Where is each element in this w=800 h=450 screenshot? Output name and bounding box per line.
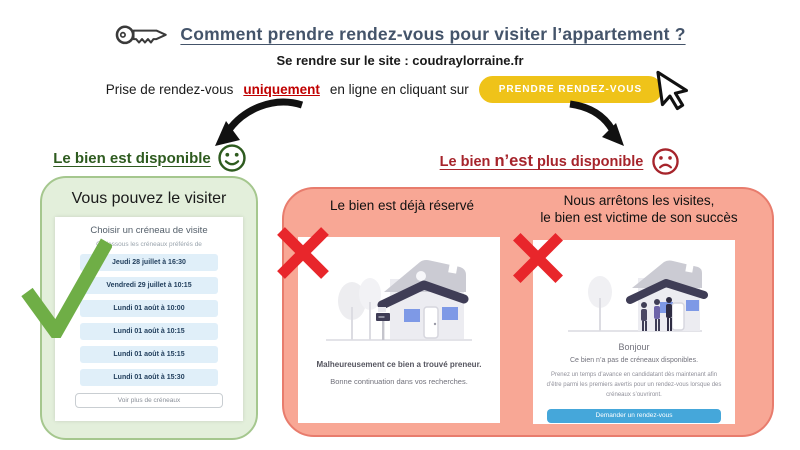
unavailable-emphasis: n’est [494,152,533,170]
time-slot[interactable]: Lundi 01 août à 10:00 [80,300,218,317]
green-checkmark-icon [20,234,112,338]
smiley-happy-icon [217,143,247,173]
available-panel-title: Vous pouvez le visiter [71,190,227,207]
header [0,18,800,50]
stopped-title-line2: le bien est victime de son succès [540,209,738,225]
booking-widget-subtitle: Ci-dessous les créneaux préférés de [96,241,202,248]
instruction-prefix: Prise de rendez-vous [105,82,234,97]
house-illustration [314,247,484,347]
reserved-title: Le bien est déjà réservé [329,198,475,213]
time-slot[interactable]: Vendredi 29 juillet à 10:15 [80,277,218,294]
time-slot[interactable]: Lundi 01 août à 15:15 [80,346,218,363]
demander-rendez-vous-button[interactable]: Demander un rendez-vous [547,409,721,423]
unavailable-heading [420,147,700,176]
available-heading-label: Le bien est disponible [53,149,211,167]
stopped-message: Ce bien n’a pas de créneaux disponibles. [569,357,699,364]
reserved-message: Bonne continuation dans vos recherches. [330,377,468,386]
red-x-icon [511,231,565,285]
time-slot[interactable]: Lundi 01 août à 10:15 [80,323,218,340]
more-slots-button[interactable]: Voir plus de créneaux [75,393,223,408]
reserved-message-bold: Malheureusement ce bien a trouvé preneur. [316,360,482,369]
stopped-title-line1: Nous arrêtons les visites, [563,193,715,208]
smiley-sad-icon [651,147,680,176]
unavailable-heading-label [440,152,644,171]
stopped-greeting: Bonjour [618,342,650,352]
instruction-emphasis: uniquement [243,82,320,97]
time-slot[interactable]: Jeudi 28 juillet à 16:30 [80,254,218,271]
unavailable-prefix: Le bien [439,154,491,170]
key-icon [114,18,170,50]
available-heading [40,143,260,173]
house-queue-illustration [554,250,714,336]
red-x-icon [275,225,331,281]
booking-widget-title: Choisir un créneau de visite [90,225,208,236]
site-subtitle: Se rendre sur le site : coudraylorraine.fr [276,53,524,68]
time-slot[interactable]: Lundi 01 août à 15:30 [80,369,218,386]
stopped-title [516,193,762,227]
arrow-to-unavailable [564,99,628,147]
prendre-rendez-vous-button[interactable]: PRENDRE RENDEZ-VOUS [479,76,662,103]
unavailable-suffix: plus disponible [537,154,644,170]
mouse-cursor-icon [653,65,703,119]
instruction-suffix: en ligne en cliquant sur [329,82,469,97]
instruction-line [0,76,768,103]
stopped-paragraph: Prenez un temps d’avance en candidatant dès maintenant afin d’être parmi les premiers avertis pour un rendez-vous lorsque des créneaux s’ouvriront. [546,372,722,398]
page-title: Comment prendre rendez-vous pour visiter l’appartement ? [180,23,686,44]
arrow-to-available [212,97,308,147]
